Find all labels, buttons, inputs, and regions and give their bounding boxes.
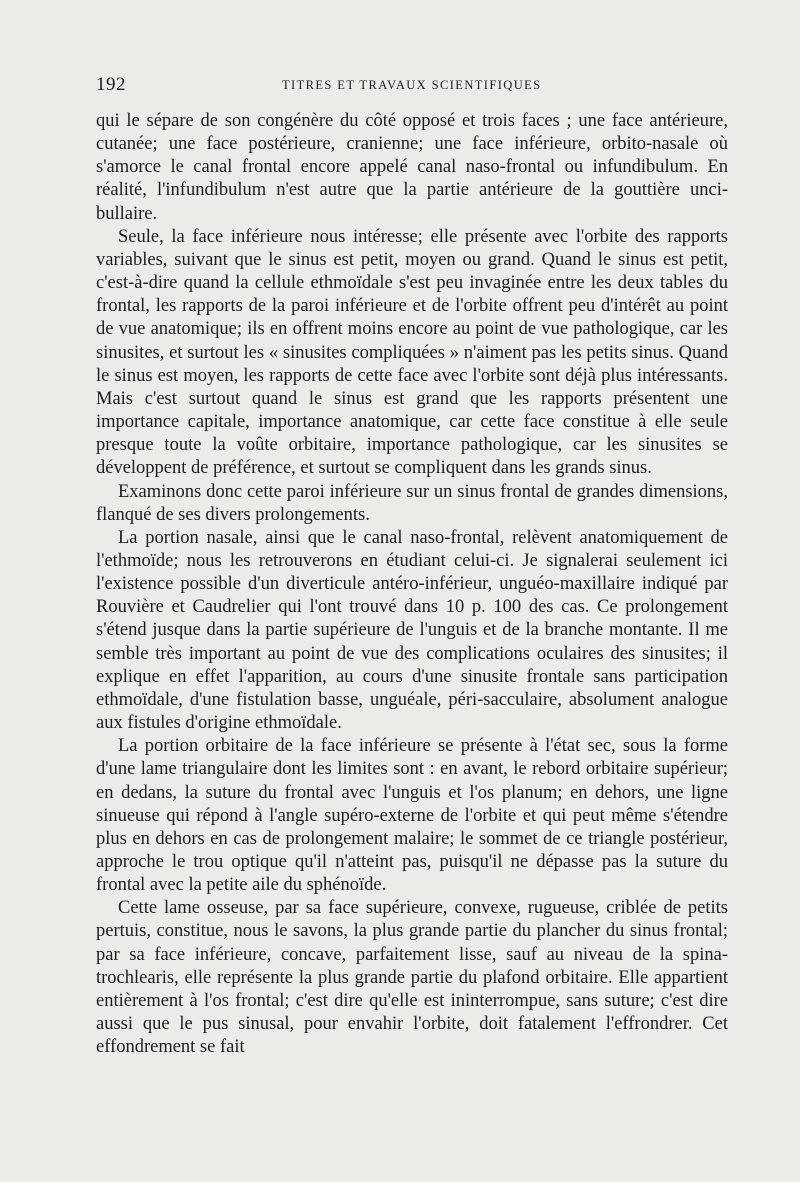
running-title: TITRES ET TRAVAUX SCIENTIFIQUES: [282, 78, 542, 92]
paragraph-1: qui le sépare de son congénère du côté opposé et trois faces ; une face antérieure, cutanée; une face postérieure, cranienne; une face inférieure, orbito-nasale où s'amorce le canal frontal encore appelé canal naso-frontal ou infundibulum. En réalité, l'infundibulum n'est autre que la partie antérieure de la gouttière unci-bullaire.: [96, 111, 728, 224]
paragraph-4: La portion nasale, ainsi que le canal naso-frontal, relèvent anatomiquement de l'ethmoïde; nous les retrouverons en étudiant celui-ci. Je signalerai seulement ici l'existence possible d'un diverticule antéro-inférieur, unguéo-maxillaire indiqué par Rouvière et Caudrelier qui l'ont trouvé dans 10 p. 100 des cas. Ce prolongement s'étend jusque dans la partie supérieure de l'unguis et de la branche montante. Il me semble très important au point de vue des complications oculaires des sinusites; il explique en effet l'apparition, au cours d'une sinusite frontale sans participation ethmoïdale, d'une fistulation basse, unguéale, péri-sacculaire, absolument analogue aux fistules d'origine ethmoïdale.: [96, 527, 728, 734]
paragraph-6: Cette lame osseuse, par sa face supérieure, convexe, rugueuse, criblée de petits pertuis, constitue, nous le savons, la plus grande partie du plancher du sinus frontal; par sa face inférieure, concave, parfaitement lisse, sauf au niveau de la spina-trochlearis, elle représente la plus grande partie du plafond orbitaire. Elle appartient entièrement à l'os frontal; c'est dire qu'elle est ininterrompue, sans suture; c'est dire aussi que le pus sinusal, pour envahir l'orbite, doit fatalement l'effrondrer. Cet effondrement se fait: [96, 898, 728, 1058]
paragraph-5: La portion orbitaire de la face inférieure se présente à l'état sec, sous la forme d'une lame triangulaire dont les limites sont : en avant, le rebord orbitaire supérieur; en dedans, la suture du frontal avec l'unguis et l'os planum; en dehors, une ligne sinueuse qui répond à l'angle supéro-externe de l'orbite et qui peut même s'étendre plus en dehors en cas de prolongement malaire; le sommet de ce triangle postérieur, approche le trou optique qu'il n'atteint pas, puisqu'il ne dépasse pas la suture du frontal avec la petite aile du sphénoïde.: [96, 736, 728, 896]
page-header: [96, 74, 728, 100]
page-number: 192: [96, 74, 126, 95]
paragraph-3: Examinons donc cette paroi inférieure sur un sinus frontal de grandes dimensions, flanqué de ses divers prolongements.: [96, 481, 728, 525]
body-text: [96, 110, 728, 1059]
paragraph-2: Seule, la face inférieure nous intéresse; elle présente avec l'orbite des rapports variables, suivant que le sinus est petit, moyen ou grand. Quand le sinus est petit, c'est-à-dire quand la cellule ethmoïdale s'est peu invaginée entre les deux tables du frontal, les rapports de la paroi inférieure et de l'orbite offrent peu d'intérêt au point de vue anatomique; ils en offrent moins encore au point de vue pathologique, car les sinusites, et surtout les « sinusites compliquées » n'aiment pas les petits sinus. Quand le sinus est moyen, les rapports de cette face avec l'orbite sont déjà plus intéressants. Mais c'est surtout quand le sinus est grand que les rapports présentent une importance capitale, importance anatomique, car cette face constitue à elle seule presque toute la voûte orbitaire, importance pathologique, car les sinusites se développent de préférence, et surtout se compliquent dans les grands sinus.: [96, 226, 728, 479]
